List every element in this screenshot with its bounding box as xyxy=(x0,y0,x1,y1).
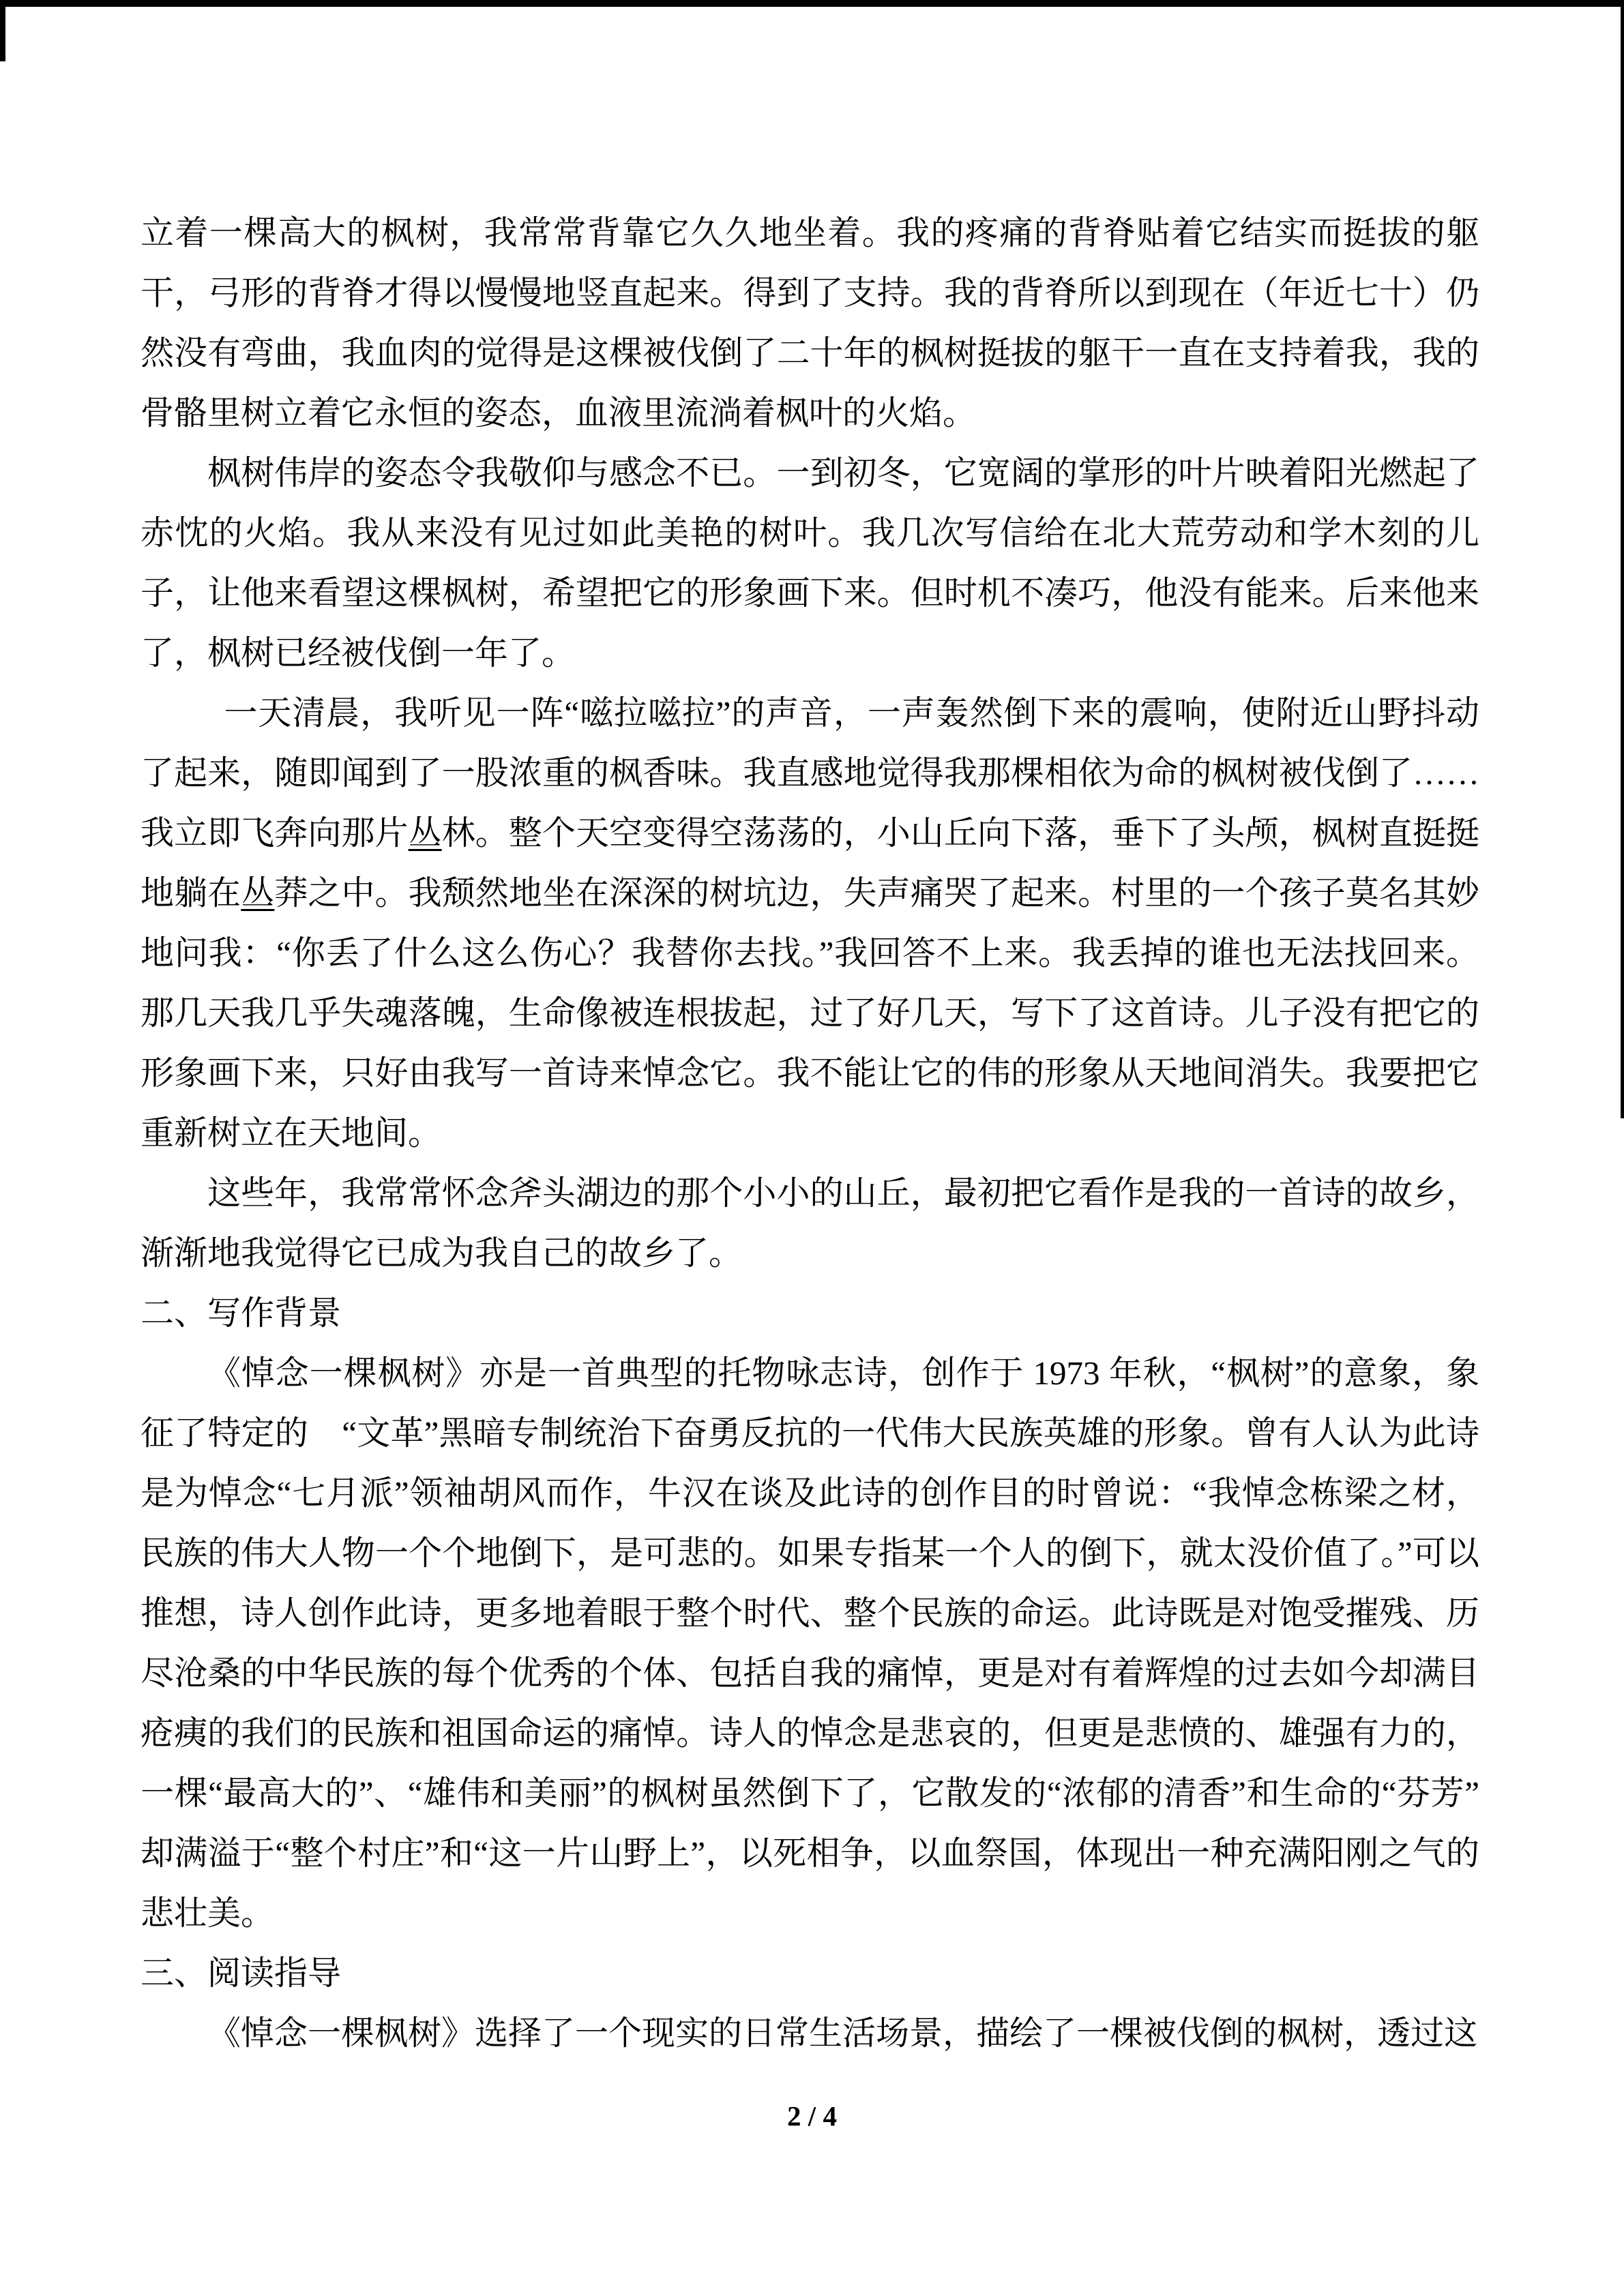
text-segment: 这些年，我常常怀念斧头湖边的那个小小的山丘，最初把它看作是我的一首诗的故乡，渐渐地我觉得它已成为我自己的故乡了。 xyxy=(141,1174,1479,1272)
document-body xyxy=(141,203,1479,2063)
text-segment: 《悼念一棵枫树》选择了一个现实的日常生活场景，描绘了一棵被伐倒的枫树，透过这 xyxy=(207,2014,1478,2052)
text-segment: 枫树伟岸的姿态令我敬仰与感念不已。一到初冬，它宽阔的掌形的叶片映着阳光燃起了赤忱的火焰。我从来没有见过如此美艳的树叶。我几次写信给在北大荒劳动和学木刻的儿子，让他来看望这棵枫树，希望把它的形象画下来。但时机不凑巧，他没有能来。后来他来了，枫树已经被伐倒一年了。 xyxy=(141,454,1479,672)
page-edge-right xyxy=(1621,0,1624,1118)
paragraph xyxy=(141,2003,1479,2063)
underlined-text-segment: 丛 xyxy=(241,874,275,912)
text-segment: 立着一棵高大的枫树，我常常背靠它久久地坐着。我的疼痛的背脊贴着它结实而挺拔的躯干，弓形的背脊才得以慢慢地竖直起来。得到了支持。我的背脊所以到现在（年近七十）仍然没有弯曲，我血肉的觉得是这棵被伐倒了二十年的枫树挺拔的躯干一直在支持着我，我的骨骼里树立着它永恒的姿态，血液里流淌着枫叶的火焰。 xyxy=(141,214,1479,432)
text-segment: 莽之中。我颓然地坐在深深的树坑边，失声痛哭了起来。村里的一个孩子莫名其妙地问我：“你丢了什么这么伤心？我替你去找。”我回答不上来。我丢掉的谁也无法找回来。那几天我几乎失魂落魄，生命像被连根拔起，过了好几天，写下了这首诗。儿子没有把它的形象画下来，只好由我写一首诗来悼念它。我不能让它的伟的形象从天地间消失。我要把它重新树立在天地间。 xyxy=(141,874,1479,1152)
text-segment: 二、写作背景 xyxy=(141,1294,342,1332)
page-edge-top xyxy=(0,0,1624,7)
underlined-text-segment: 丛 xyxy=(408,814,442,852)
section-heading xyxy=(141,1283,1479,1343)
text-segment: 三、阅读指导 xyxy=(141,1954,342,1992)
paragraph xyxy=(141,1163,1479,1283)
text-segment: 林。整个天空变得空荡荡的，小山丘向下落，垂下了头颅，枫树直挺挺地躺在 xyxy=(141,814,1479,912)
text-segment: 《悼念一棵枫树》亦是一首典型的托物咏志诗，创作于 1973 年秋，“枫树”的意象，象征了特定的 “文革”黑暗专制统治下奋勇反抗的一代伟大民族英雄的形象。曾有人认为此诗是为悼念“七月派”领袖胡风而作，牛汉在谈及此诗的创作目的时曾说：“我悼念栋梁之材，民族的伟大人物一个个地倒下，是可悲的。如果专指某一个人的倒下，就太没价值了。”可以推想，诗人创作此诗，更多地着眼于整个时代、整个民族的命运。此诗既是对饱受摧残、历尽沧桑的中华民族的每个优秀的个体、包括自我的痛悼，更是对有着辉煌的过去如今却满目疮痍的我们的民族和祖国命运的痛悼。诗人的悼念是悲哀的，但更是悲愤的、雄强有力的，一棵“最高大的”、“雄伟和美丽”的枫树虽然倒下了，它散发的“浓郁的清香”和生命的“芬芳”却满溢于“整个村庄”和“这一片山野上”，以死相争，以血祭国，体现出一种充满阳刚之气的悲壮美。 xyxy=(141,1354,1479,1932)
paragraph xyxy=(141,1343,1479,1943)
section-heading xyxy=(141,1943,1479,2003)
page-footer xyxy=(0,2099,1624,2133)
page-number: 2 / 4 xyxy=(787,2100,837,2132)
page-edge-left xyxy=(0,0,5,61)
text-segment: 一天清晨，我听见一阵“嗞拉嗞拉”的声音，一声轰然倒下来的震响，使附近山野抖动了起来，随即闻到了一股浓重的枫香味。我直感地觉得我那棵相依为命的枫树被伐倒了……我立即飞奔向那片 xyxy=(141,694,1479,852)
paragraph xyxy=(141,683,1479,1163)
paragraph xyxy=(141,203,1479,443)
paragraph xyxy=(141,443,1479,683)
